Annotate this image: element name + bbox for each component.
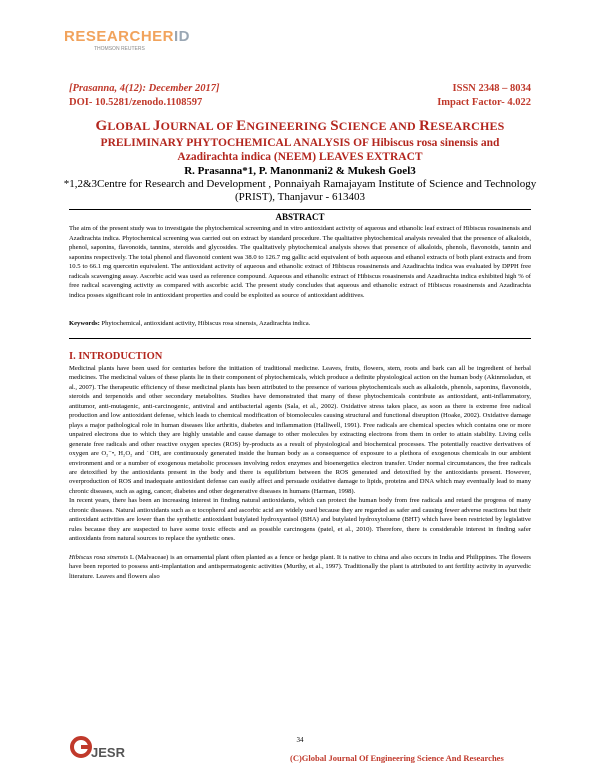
abstract-top-rule <box>69 209 531 210</box>
intro-paragraph-3: Hibiscus rosa sinensis L (Malvaceae) is an ornamental plant often planted as a fence or hedge plant. It is native to china and also occurs in India and Philippines. The flowers have been reported to possess anti-implantation and antispermatogenic activities (Murthy, et al., 1997). Traditionally the plant is attributed to ant fertility activity in ayurvedic literature. Leaves and flowers also <box>69 553 531 580</box>
journal-title: GLOBAL JOURNAL OF ENGINEERING SCIENCE AND RESEARCHES <box>95 118 505 134</box>
paper-title: PRELIMINARY PHYTOCHEMICAL ANALYSIS OF Hibiscus rosa sinensis and Azadirachta indica (NEEM) LEAVES EXTRACT <box>100 137 500 163</box>
intro-paragraph-2: In recent years, there has been an increasing interest in finding natural antioxidants, which can protect the human body from free radicals and retard the progress of many chronic diseases. Natural antioxidants such as α tocopherol and ascorbic acid are widely used because they are regarded as safer and causing fewer adverse reactions but their antioxidant activities are lower than the synthetic antioxidant butylated hydroxyanisol (BHA) and butylated hydroxytoluene (BHT) which have been restricted by legislative rules because they are suspected to have some toxic effects and as possible carcinogens (patel, et al., 2010). Therefore, there is considerable interest in finding safer antioxidants from natural sources to replace the synthetic ones. <box>69 497 531 543</box>
footer-copyright: (C)Global Journal Of Engineering Science And Researches <box>290 753 504 763</box>
keywords: Keywords: Phytochemical, antioxidant activity, Hibiscus rosa sinensis, Azadirachta indica. <box>69 320 311 327</box>
abstract-text: The aim of the present study was to investigate the phytochemical screening and in vitro antioxidant activity of aqueous and ethanolic leaf extract of Hibiscus rosasinensis and Azadirachta indica. Phytochemical screening was carried out on extract by standard procedure. The qualitative phytochemical analysis revealed that the presence of alkaloids, phenol, saponins, flavonoids, tannins, steroids and glycosides. The qualitatively phytochemical analysis shows that presence of alkaloids, phenols, flavonoids, tannin and saponins respectively. The total phenol and flavonoid content was 38.0 to 126.7 mg gallic acid equivalent of both aqueous and ethanol extracts of both plant extracts and from 10.5 to 66.1 mg quercetin equivalent. The antioxidant activity of aqueous and ethanolic extract of Hibiscus rosasinensis and Azadirachta indica was evaluated by DPPH free radicals scavenging assay. Ascorbic acid was used as reference compound. Aqueous and ethanolic extract of Hibiscus rosasinensis and Azadirachta indica exhibited high % of free radical scavenging activity as compared with ascorbic acid. The present study concludes that aqueous and ethanolic extract of Hibiscus rosasinensis and Azadirachta indica posses significant role in antioxidant properties and could be exploited as source of antioxidant additives. <box>69 225 531 299</box>
researcherid-logo <box>64 28 190 52</box>
logo-subtitle: THOMSON REUTERS <box>94 46 145 52</box>
citation: [Prasanna, 4(12): December 2017] <box>69 83 220 94</box>
logo-bar <box>81 745 90 749</box>
issn: ISSN 2348 – 8034 <box>452 83 531 94</box>
authors: R. Prasanna*1, P. Manonmani2 & Mukesh Goel3 <box>184 165 416 177</box>
affiliation: *1,2&3Centre for Research and Development , Ponnaiyah Ramajayam Institute of Science and Technology (PRIST), Thanjavur - 613403 <box>63 178 537 203</box>
keywords-bottom-rule <box>69 338 531 339</box>
doi: DOI- 10.5281/zenodo.1108597 <box>69 97 203 108</box>
logo-text: JESR <box>91 745 125 760</box>
abstract-heading: ABSTRACT <box>275 212 325 222</box>
intro-paragraph-1: Medicinal plants have been used for centuries before the initiation of traditional medicine. Leaves, fruits, flowers, stem, roots and bark can all be ingredient of herbal medicines. The medicinal values of these plants lie in their component of phytochemicals, which produce a definite physiological action on the human body (Akinmoladun, et al., 2007). The therapeutic efficiency of these medicinal plants has been attributed to the presence of various phytochemicals such as alkaloids, phenols, saponins, flavonoids, steroids and terpenoids and other secondary metabolites. Studies have demonstrated that many of these phytochemicals contribute as antioxidant, anti-inflammatory, antitumor, anti-mutagenic, anti-carcinogenic, antiviral and antibacterial agents (Sala, et al., 2002). Oxidative stress takes place, as soon as there is extreme free radical production and low antioxidant defense, which leads to chemical modification of biomolecules causing structural and functional disruption (Hoake, 2002). Oxidative damage plays a major pathological role in human diseases like arthritis, diabetes and inflammation (Halliwell, 1991). Free radicals are chemical species which contains one or more unpaired electrons due to which they are highly unstable and cause damage to other molecules by extracting electrons from them in order to attain stability. Living cells generate free radicals and other reactive oxygen species (ROS) by-products as a result of physiological and biochemical processes. The potentially reactive derivatives of oxygen are O₂⁻•, H₂O₂ and ˙OH, are continuously generated inside the human body as a consequence of exposure to a plethora of exogenous chemicals in our ambient environment and or a number of exogenous metabolic processes involving redox enzymes and bioenergetics electron transfer. Under normal circumstances, the free radicals are detoxified by the antioxidants present in the body and there is equilibrium between the ROS generated and detoxified by the antioxidants present. However, overproduction of ROS and inadequate antioxidant defense can easily affect and persuade oxidative damage to lipids, proteins and DNA which may eventually lead to many chronic diseases, such as aging, cancer, diabetes and other degenerative diseases in humans (Harman, 1998). <box>69 365 531 495</box>
page-number: 34 <box>296 736 304 744</box>
logo-wordmark: RESEARCHERID <box>64 28 191 45</box>
impact-factor: Impact Factor- 4.022 <box>437 97 531 108</box>
section-heading-introduction: I. INTRODUCTION <box>69 351 163 362</box>
introduction-text <box>69 364 531 581</box>
